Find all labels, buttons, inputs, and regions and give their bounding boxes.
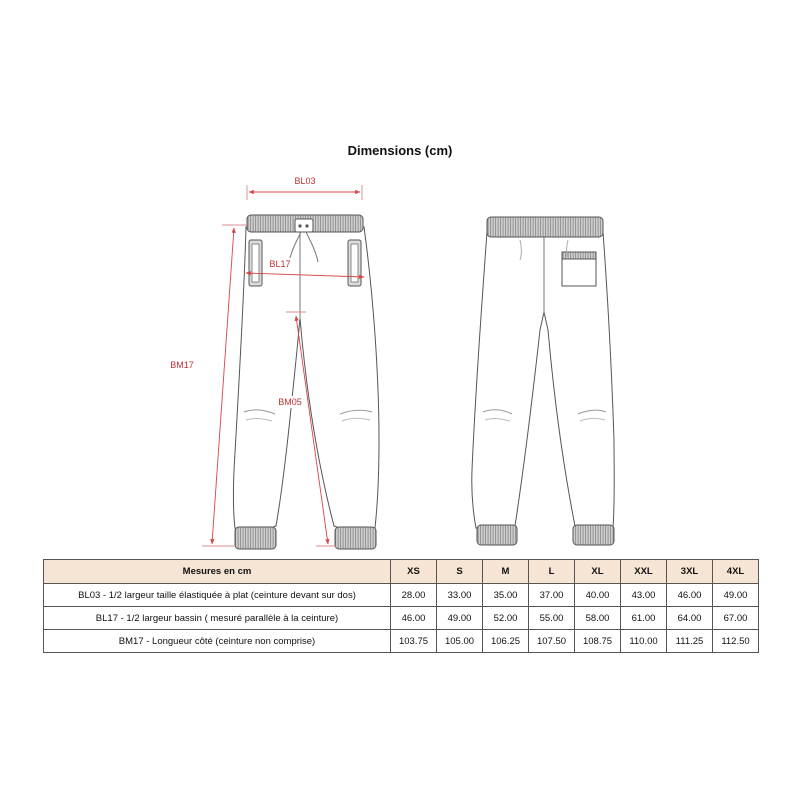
bm17-arrow (212, 228, 234, 544)
table-cell: 108.75 (575, 630, 621, 653)
table-cell: 49.00 (713, 584, 759, 607)
table-cell: 55.00 (529, 607, 575, 630)
header-size: S (437, 560, 483, 584)
table-cell: 110.00 (621, 630, 667, 653)
header-size: XXL (621, 560, 667, 584)
table-header-row (44, 560, 759, 584)
table-cell: 112.50 (713, 630, 759, 653)
table-cell: 40.00 (575, 584, 621, 607)
table-row (44, 607, 759, 630)
bm05-label: BM05 (278, 397, 302, 407)
table-cell: 37.00 (529, 584, 575, 607)
bl03-label: BL03 (294, 176, 316, 186)
row-label: BL03 - 1/2 largeur taille élastiquée à plat (ceinture devant sur dos) (44, 584, 391, 607)
table-cell: 35.00 (483, 584, 529, 607)
table-cell: 106.25 (483, 630, 529, 653)
table-cell: 107.50 (529, 630, 575, 653)
size-table (43, 559, 759, 653)
back-left-cuff (477, 525, 517, 545)
table-cell: 49.00 (437, 607, 483, 630)
table-cell: 58.00 (575, 607, 621, 630)
table-cell: 67.00 (713, 607, 759, 630)
table-cell: 46.00 (667, 584, 713, 607)
page-title: Dimensions (cm) (347, 143, 453, 158)
table-cell: 46.00 (391, 607, 437, 630)
row-label: BL17 - 1/2 largeur bassin ( mesuré parallèle à la ceinture) (44, 607, 391, 630)
header-measure: Mesures en cm (44, 560, 391, 584)
front-view (233, 215, 379, 549)
row-label: BM17 - Longueur côté (ceinture non comprise) (44, 630, 391, 653)
table-cell: 52.00 (483, 607, 529, 630)
table-cell: 61.00 (621, 607, 667, 630)
table-cell: 105.00 (437, 630, 483, 653)
table-row (44, 584, 759, 607)
bl17-label: BL17 (269, 259, 291, 269)
header-size: M (483, 560, 529, 584)
back-right-cuff (573, 525, 614, 545)
table-cell: 103.75 (391, 630, 437, 653)
header-size: XS (391, 560, 437, 584)
table-row (44, 630, 759, 653)
table-cell: 64.00 (667, 607, 713, 630)
front-left-cuff (235, 527, 276, 549)
header-size: 3XL (667, 560, 713, 584)
header-size: XL (575, 560, 621, 584)
header-size: 4XL (713, 560, 759, 584)
back-waistband (487, 217, 603, 237)
header-size: L (529, 560, 575, 584)
back-view (472, 217, 615, 545)
front-drawstring-tab (295, 219, 313, 232)
table-cell: 43.00 (621, 584, 667, 607)
table-cell: 28.00 (391, 584, 437, 607)
front-right-cuff (335, 527, 376, 549)
bm17-label: BM17 (170, 360, 194, 370)
table-cell: 111.25 (667, 630, 713, 653)
table-cell: 33.00 (437, 584, 483, 607)
